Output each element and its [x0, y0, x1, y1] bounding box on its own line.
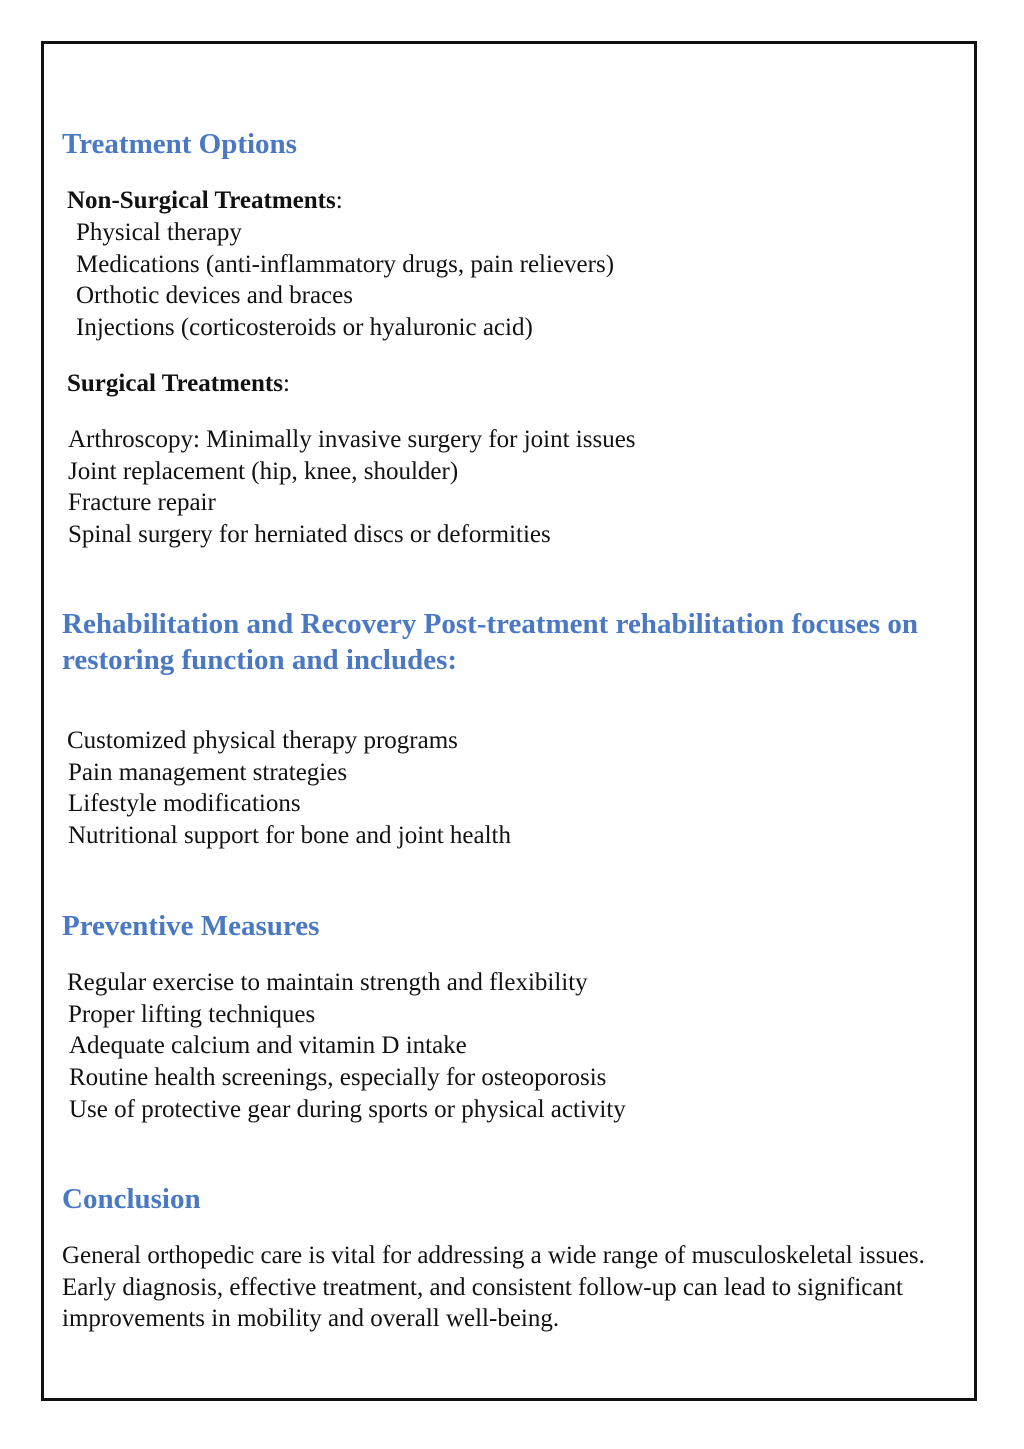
rehabilitation-list — [67, 725, 511, 852]
preventive-list — [67, 967, 626, 1126]
list-item: Nutritional support for bone and joint health — [68, 822, 511, 850]
list-item: Injections (corticosteroids or hyaluronic acid) — [76, 314, 533, 342]
treatment-options-heading: Treatment Options — [62, 128, 297, 160]
list-item: Fracture repair — [68, 489, 216, 517]
list-item: Spinal surgery for herniated discs or deformities — [68, 521, 551, 549]
list-item: Physical therapy — [76, 219, 242, 246]
surgical-list — [68, 424, 636, 551]
list-item: Lifestyle modifications — [68, 790, 301, 818]
list-item: Arthroscopy: Minimally invasive surgery for joint issues — [68, 426, 636, 453]
list-item: Use of protective gear during sports or physical activity — [69, 1095, 626, 1123]
list-item: Customized physical therapy programs — [67, 727, 458, 754]
surgical-label-suffix: : — [282, 370, 290, 397]
list-item: Pain management strategies — [68, 758, 348, 786]
non-surgical-label-suffix: : — [335, 187, 343, 214]
list-item: Orthotic devices and braces — [76, 282, 353, 310]
list-item: Routine health screenings, especially for osteoporosis — [69, 1064, 607, 1092]
list-item: Proper lifting techniques — [68, 1000, 316, 1028]
surgical-label — [67, 368, 290, 400]
surgical-label-text: Surgical Treatments — [67, 370, 283, 397]
non-surgical-list — [76, 217, 614, 344]
conclusion-heading: Conclusion — [62, 1183, 201, 1215]
list-item: Joint replacement (hip, knee, shoulder) — [68, 457, 459, 485]
list-item: Adequate calcium and vitamin D intake — [69, 1032, 467, 1060]
non-surgical-label — [67, 185, 343, 217]
preventive-measures-heading: Preventive Measures — [62, 910, 320, 942]
conclusion-paragraph: General orthopedic care is vital for addressing a wide range of musculoskeletal issues. Early diagnosis, effective treatment, and consistent follow-up can lead to significant improvements in mobility and overall well-being. — [62, 1242, 925, 1333]
rehabilitation-heading: Rehabilitation and Recovery Post-treatment rehabilitation focuses on restoring function and includes: — [62, 608, 918, 676]
non-surgical-label-text: Non-Surgical Treatments — [67, 187, 336, 214]
list-item: Medications (anti-inflammatory drugs, pain relievers) — [76, 250, 615, 278]
list-item: Regular exercise to maintain strength and flexibility — [67, 969, 588, 996]
